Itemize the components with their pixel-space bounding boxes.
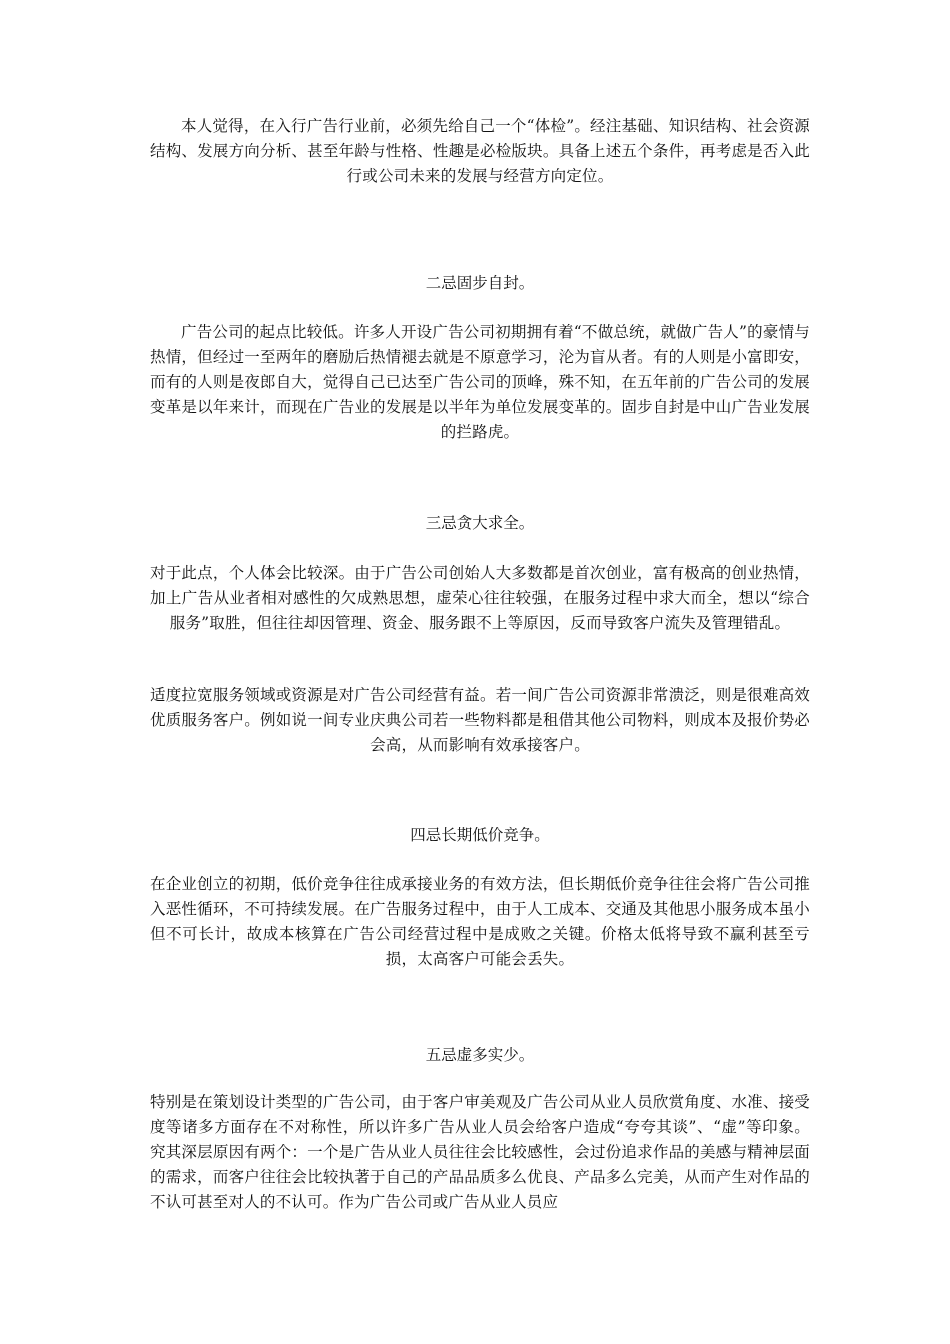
section-heading-5: 五忌虚多实少。	[425, 1046, 535, 1064]
section-heading-3: 三忌贪大求全。	[425, 514, 535, 532]
section-heading-4: 四忌长期低价竞争。	[410, 826, 550, 844]
section-4-paragraph-1: 在企业创立的初期，低价竞争往往成承接业务的有效方法，但长期低价竞争往往会将广告公司推入恶性循环，不可持续发展。在广告服务过程中，由于人工成本、交通及其他思小服务成本虽小但不可长计，故成本核算在广告公司经营过程中是成败之关键。价格太低将导致不赢利甚至亏损，太高客户可能会丢失。	[150, 875, 810, 968]
section-2-paragraph-1: 广告公司的起点比较低。许多人开设广告公司初期拥有着“不做总统，就做广告人”的豪情与热情，但经过一至两年的磨励后热情褪去就是不原意学习，沦为盲从者。有的人则是小富即安，而有的人则是夜郎自大，觉得自己已达至广告公司的顶峰，殊不知，在五年前的广告公司的发展变革是以年来计，而现在广告业的发展是以半年为单位发展变革的。固步自封是中山广告业发展的拦路虎。	[150, 323, 810, 441]
section-heading-2: 二忌固步自封。	[425, 274, 535, 292]
section-3-paragraph-1: 对于此点，个人体会比较深。由于广告公司创始人大多数都是首次创业，富有极高的创业热情，加上广告从业者相对感性的欠成熟思想，虚荣心往往较强，在服务过程中求大而全，想以“综合服务”取胜，但往往却因管理、资金、服务跟不上等原因，反而导致客户流失及管理错乱。	[150, 564, 810, 632]
section-5-paragraph-1: 特别是在策划设计类型的广告公司，由于客户审美观及广告公司从业人员欣赏角度、水准、接受度等诸多方面存在不对称性，所以许多广告从业人员会给客户造成“夸夸其谈”、“虚”等印象。究其深层原因有两个：一个是广告从业人员往往会比较感性，会过份追求作品的美感与精神层面的需求，而客户往往会比较执著于自己的产品品质多么优良、产品多么完美，从而产生对作品的不认可甚至对人的不认可。作为广告公司或广告从业人员应	[150, 1093, 810, 1211]
section-3-paragraph-2: 适度拉宽服务领域或资源是对广告公司经营有益。若一间广告公司资源非常溃泛，则是很难高效优质服务客户。例如说一间专业庆典公司若一些物料都是租借其他公司物料，则成本及报价势必会高，从而影响有效承接客户。	[150, 686, 810, 754]
intro-paragraph: 本人觉得，在入行广告行业前，必须先给自己一个“体检”。经注基础、知识结构、社会资源结构、发展方向分析、甚至年龄与性格、性趣是必检版块。具备上述五个条件，再考虑是否入此行或公司未来的发展与经营方向定位。	[150, 117, 810, 185]
